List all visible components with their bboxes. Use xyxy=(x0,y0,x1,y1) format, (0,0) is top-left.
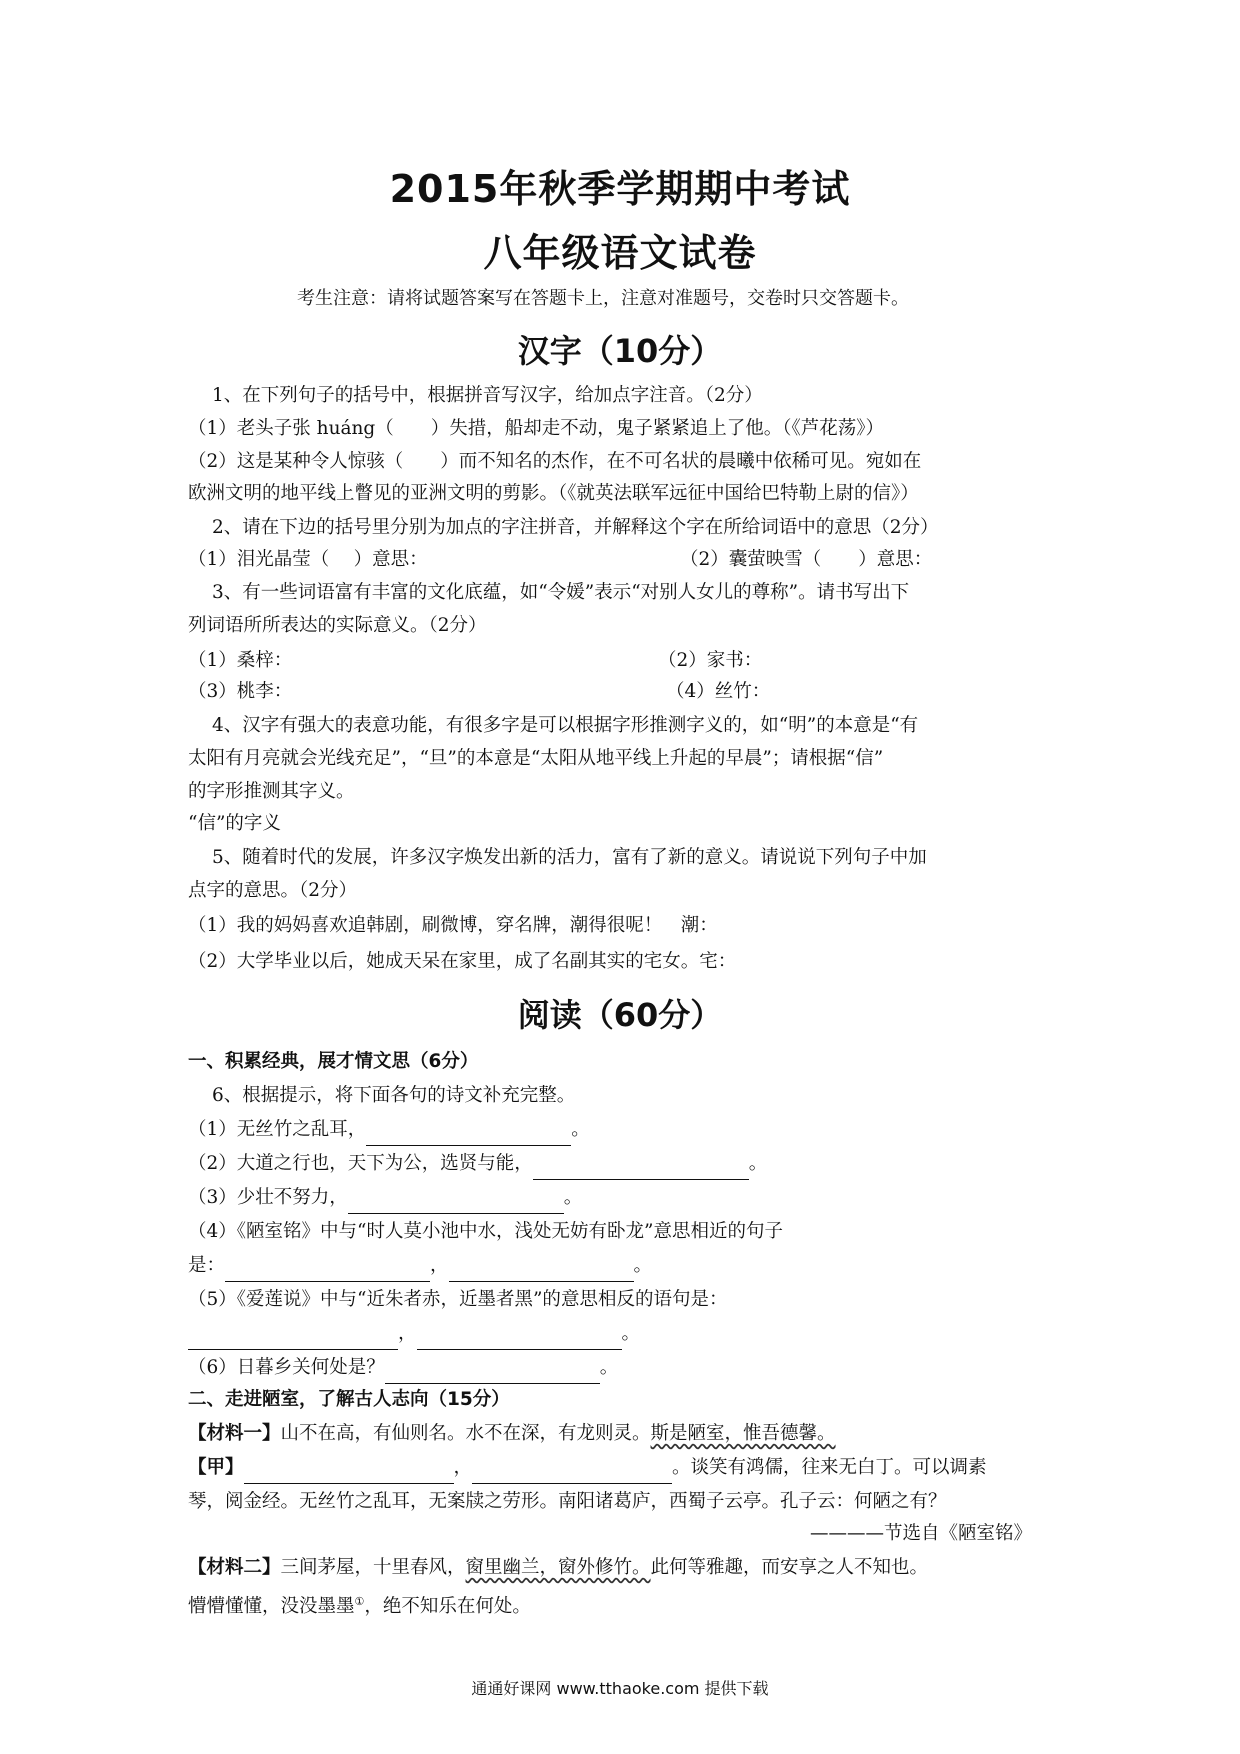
q6-item-4b-text: 是： xyxy=(188,1255,226,1276)
page-footer: 通通好课网 www.tthaoke.com 提供下载 xyxy=(471,1679,769,1698)
q4-answer-label: “信”的字义 xyxy=(188,813,281,834)
q6-item-5a: （5）《爱莲说》中与“近朱者赤，近墨者黑”的意思相反的语句是： xyxy=(188,1289,728,1310)
q6-item-4b xyxy=(188,1250,652,1282)
q6-item-3-blank[interactable] xyxy=(348,1191,564,1214)
q6-item-2-period: 。 xyxy=(748,1153,768,1174)
q3-stem-a: 3、有一些词语富有丰富的文化底蕴，如“令媛”表示“对别人女儿的尊称”。请书写出下 xyxy=(212,582,910,603)
material-1-line-3: 琴，阅金经。无丝竹之乱耳，无案牍之劳形。南阳诸葛庐，西蜀子云亭。孔子云：何陋之有？ xyxy=(188,1491,947,1512)
q4-stem-a: 4、汉字有强大的表意功能，有很多字是可以根据字形推测字义的，如“明”的本意是“有 xyxy=(212,715,919,736)
q2-item-1: （1）泪光晶莹（ ）意思： xyxy=(188,549,428,570)
q6-item-5b xyxy=(188,1318,640,1350)
q6-item-6 xyxy=(188,1352,618,1384)
material-2-line-2-a: 懵懵懂懂，没没墨墨 xyxy=(188,1596,355,1618)
material-2-line-2 xyxy=(188,1586,531,1623)
q6-item-4-blank-1[interactable] xyxy=(225,1259,430,1282)
q5-stem-a: 5、随着时代的发展，许多汉字焕发出新的活力，富有了新的意义。请说说下列句子中加 xyxy=(212,847,927,868)
q5-item-2: （2）大学毕业以后，她成天呆在家里，成了名副其实的宅女。宅： xyxy=(188,951,737,972)
q6-item-4b-comma: ， xyxy=(430,1255,449,1276)
q6-item-2-blank[interactable] xyxy=(533,1157,749,1180)
q5-stem-b: 点字的意思。（2分） xyxy=(188,880,358,901)
q6-item-3-text: （3）少壮不努力， xyxy=(188,1187,348,1208)
material-2-wavy-text: 窗里幽兰，窗外修竹。 xyxy=(465,1557,651,1578)
material-2-text-b: 此何等雅趣，而安享之人不知也。 xyxy=(650,1557,929,1578)
q3-item-3: （3）桃李： xyxy=(188,681,293,702)
q6-item-5b-comma: ， xyxy=(398,1323,417,1344)
q1-sentence-2b: 欧洲文明的地平线上瞥见的亚洲文明的剪影。（《就英法联军远征中国给巴特勒上尉的信》） xyxy=(188,483,919,504)
footnote-marker: ① xyxy=(354,1595,365,1608)
material-2 xyxy=(188,1552,928,1584)
material-jia-blank-2[interactable] xyxy=(472,1461,672,1484)
q4-stem-c: 的字形推测其字义。 xyxy=(188,781,355,802)
q6-item-6-blank[interactable] xyxy=(385,1361,600,1384)
q6-item-1 xyxy=(188,1114,590,1146)
q6-item-2-text: （2）大道之行也，天下为公，选贤与能， xyxy=(188,1153,533,1174)
q6-item-1-period: 。 xyxy=(571,1119,590,1140)
q6-item-1-text: （1）无丝竹之乱耳， xyxy=(188,1119,367,1140)
material-2-text-a: 三间茅屋，十里春风， xyxy=(280,1557,466,1578)
material-source: ————节选自《陋室铭》 xyxy=(810,1523,1033,1544)
material-1-label: 【材料一】 xyxy=(188,1423,281,1444)
q6-stem: 6、根据提示，将下面各句的诗文补充完整。 xyxy=(212,1085,576,1106)
material-jia-rest: 。谈笑有鸿儒，往来无白丁。可以调素 xyxy=(672,1457,987,1478)
q4-stem-b: 太阳有月亮就会光线充足”，“旦”的本意是“太阳从地平线上升起的早晨”；请根据“信” xyxy=(188,748,884,769)
q6-item-3 xyxy=(188,1182,582,1214)
material-jia-blank-1[interactable] xyxy=(244,1461,454,1484)
material-1-text: 山不在高，有仙则名。水不在深，有龙则灵。 xyxy=(280,1423,651,1444)
q6-item-3-period: 。 xyxy=(563,1187,583,1208)
part2-heading: 二、走进陋室，了解古人志向（15分） xyxy=(188,1389,510,1410)
q6-item-6-period: 。 xyxy=(599,1357,619,1378)
q1-stem: 1、在下列句子的括号中，根据拼音写汉字，给加点字注音。（2分） xyxy=(212,385,763,406)
section-reading-heading: 阅读（60分） xyxy=(517,996,723,1034)
q6-item-4-blank-2[interactable] xyxy=(449,1259,634,1282)
q3-stem-b: 列词语所所表达的实际意义。（2分） xyxy=(188,615,487,636)
exam-subtitle: 八年级语文试卷 xyxy=(483,231,757,275)
q1-sentence-2a: （2）这是某种令人惊骇（ ）而不知名的杰作，在不可名状的晨曦中依稀可见。宛如在 xyxy=(188,451,922,472)
q6-item-1-blank[interactable] xyxy=(366,1123,571,1146)
q3-item-1: （1）桑梓： xyxy=(188,650,293,671)
part1-heading: 一、积累经典，展才情文思（6分） xyxy=(188,1051,479,1072)
material-1 xyxy=(188,1418,836,1450)
q6-item-2 xyxy=(188,1148,767,1180)
exam-title: 2015年秋季学期期中考试 xyxy=(389,167,851,211)
section-hanzi-heading: 汉字（10分） xyxy=(517,332,723,370)
material-2-line-2-b: ，绝不知乐在何处。 xyxy=(364,1596,531,1618)
material-1-wavy-text: 斯是陋室，惟吾德馨。 xyxy=(650,1423,836,1444)
material-2-label: 【材料二】 xyxy=(188,1557,281,1578)
material-jia xyxy=(188,1452,987,1484)
q1-sentence-1: （1）老头子张 huáng（ ）失措，船却走不动，鬼子紧紧追上了他。（《芦花荡》） xyxy=(188,418,885,439)
q6-item-4b-period: 。 xyxy=(633,1255,653,1276)
q6-item-5b-period: 。 xyxy=(621,1323,641,1344)
q6-item-5-blank-1[interactable] xyxy=(188,1327,398,1350)
q3-item-2: （2）家书： xyxy=(658,650,763,671)
q2-stem: 2、请在下边的括号里分别为加点的字注拼音，并解释这个字在所给词语中的意思（2分） xyxy=(212,517,939,538)
q5-item-1: （1）我的妈妈喜欢追韩剧，刷微博，穿名牌，潮得很呢！ 潮： xyxy=(188,915,718,936)
q6-item-4a: （4）《陋室铭》中与“时人莫小池中水，浅处无妨有卧龙”意思相近的句子 xyxy=(188,1221,783,1242)
q2-item-2: （2）囊萤映雪（ ）意思： xyxy=(680,549,933,570)
exam-notice: 考生注意：请将试题答案写在答题卡上，注意对准题号，交卷时只交答题卡。 xyxy=(297,288,909,309)
material-jia-label: 【甲】 xyxy=(188,1457,244,1478)
q6-item-6-text: （6）日暮乡关何处是？ xyxy=(188,1357,385,1378)
material-jia-comma: ， xyxy=(453,1457,473,1478)
q3-item-4: （4）丝竹： xyxy=(666,681,771,702)
q6-item-5-blank-2[interactable] xyxy=(417,1327,622,1350)
